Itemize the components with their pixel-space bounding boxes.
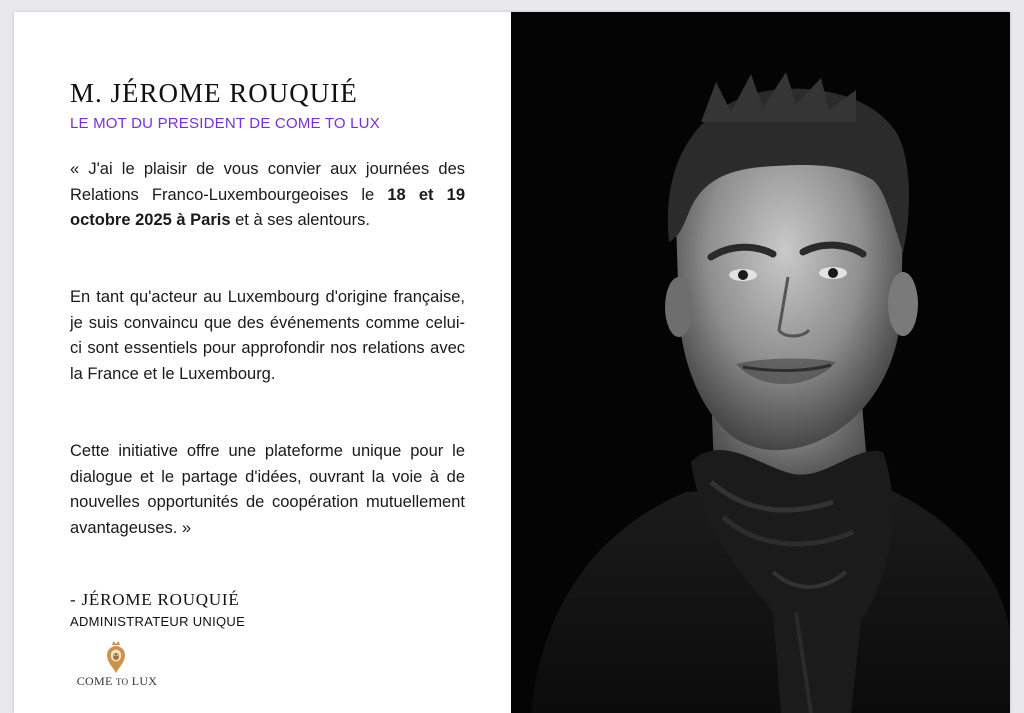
text-column xyxy=(14,12,511,713)
document-page xyxy=(14,12,1010,713)
portrait-illustration xyxy=(511,12,1010,713)
message-paragraph-1 xyxy=(70,157,465,234)
portrait-photo xyxy=(511,12,1010,713)
message-paragraph-3: Cette initiative offre une plateforme unique pour le dialogue et le partage d'idées, ouvrant la voie à de nouvelles opportunités de coopération mutuellement avantageuses. » xyxy=(70,442,465,538)
lion-head-pin-icon xyxy=(104,640,128,674)
paragraph-1-text-start: « J'ai le plaisir de vous convier aux journées des Relations Franco-Luxembourgeoises le xyxy=(70,160,465,204)
event-date-highlight: 18 et 19 octobre 2025 à Paris xyxy=(70,185,466,230)
message-paragraph-2: En tant qu'acteur au Luxembourg d'origine française, je suis convaincu que des événements comme celui-ci sont essentiels pour approfondir nos relations avec la France et le Luxembourg. xyxy=(70,288,465,384)
logo-wordmark: COME TO LUX xyxy=(76,674,158,688)
page-subtitle: LE MOT DU PRESIDENT DE COME TO LUX xyxy=(70,115,380,132)
signature-name: - JÉROME ROUQUIÉ xyxy=(70,590,240,609)
come-to-lux-logo xyxy=(72,640,162,690)
signature-role: ADMINISTRATEUR UNIQUE xyxy=(70,614,246,629)
page-title: M. JÉROME ROUQUIÉ xyxy=(70,78,358,108)
paragraph-1-text-end: et à ses alentours. xyxy=(230,211,370,230)
